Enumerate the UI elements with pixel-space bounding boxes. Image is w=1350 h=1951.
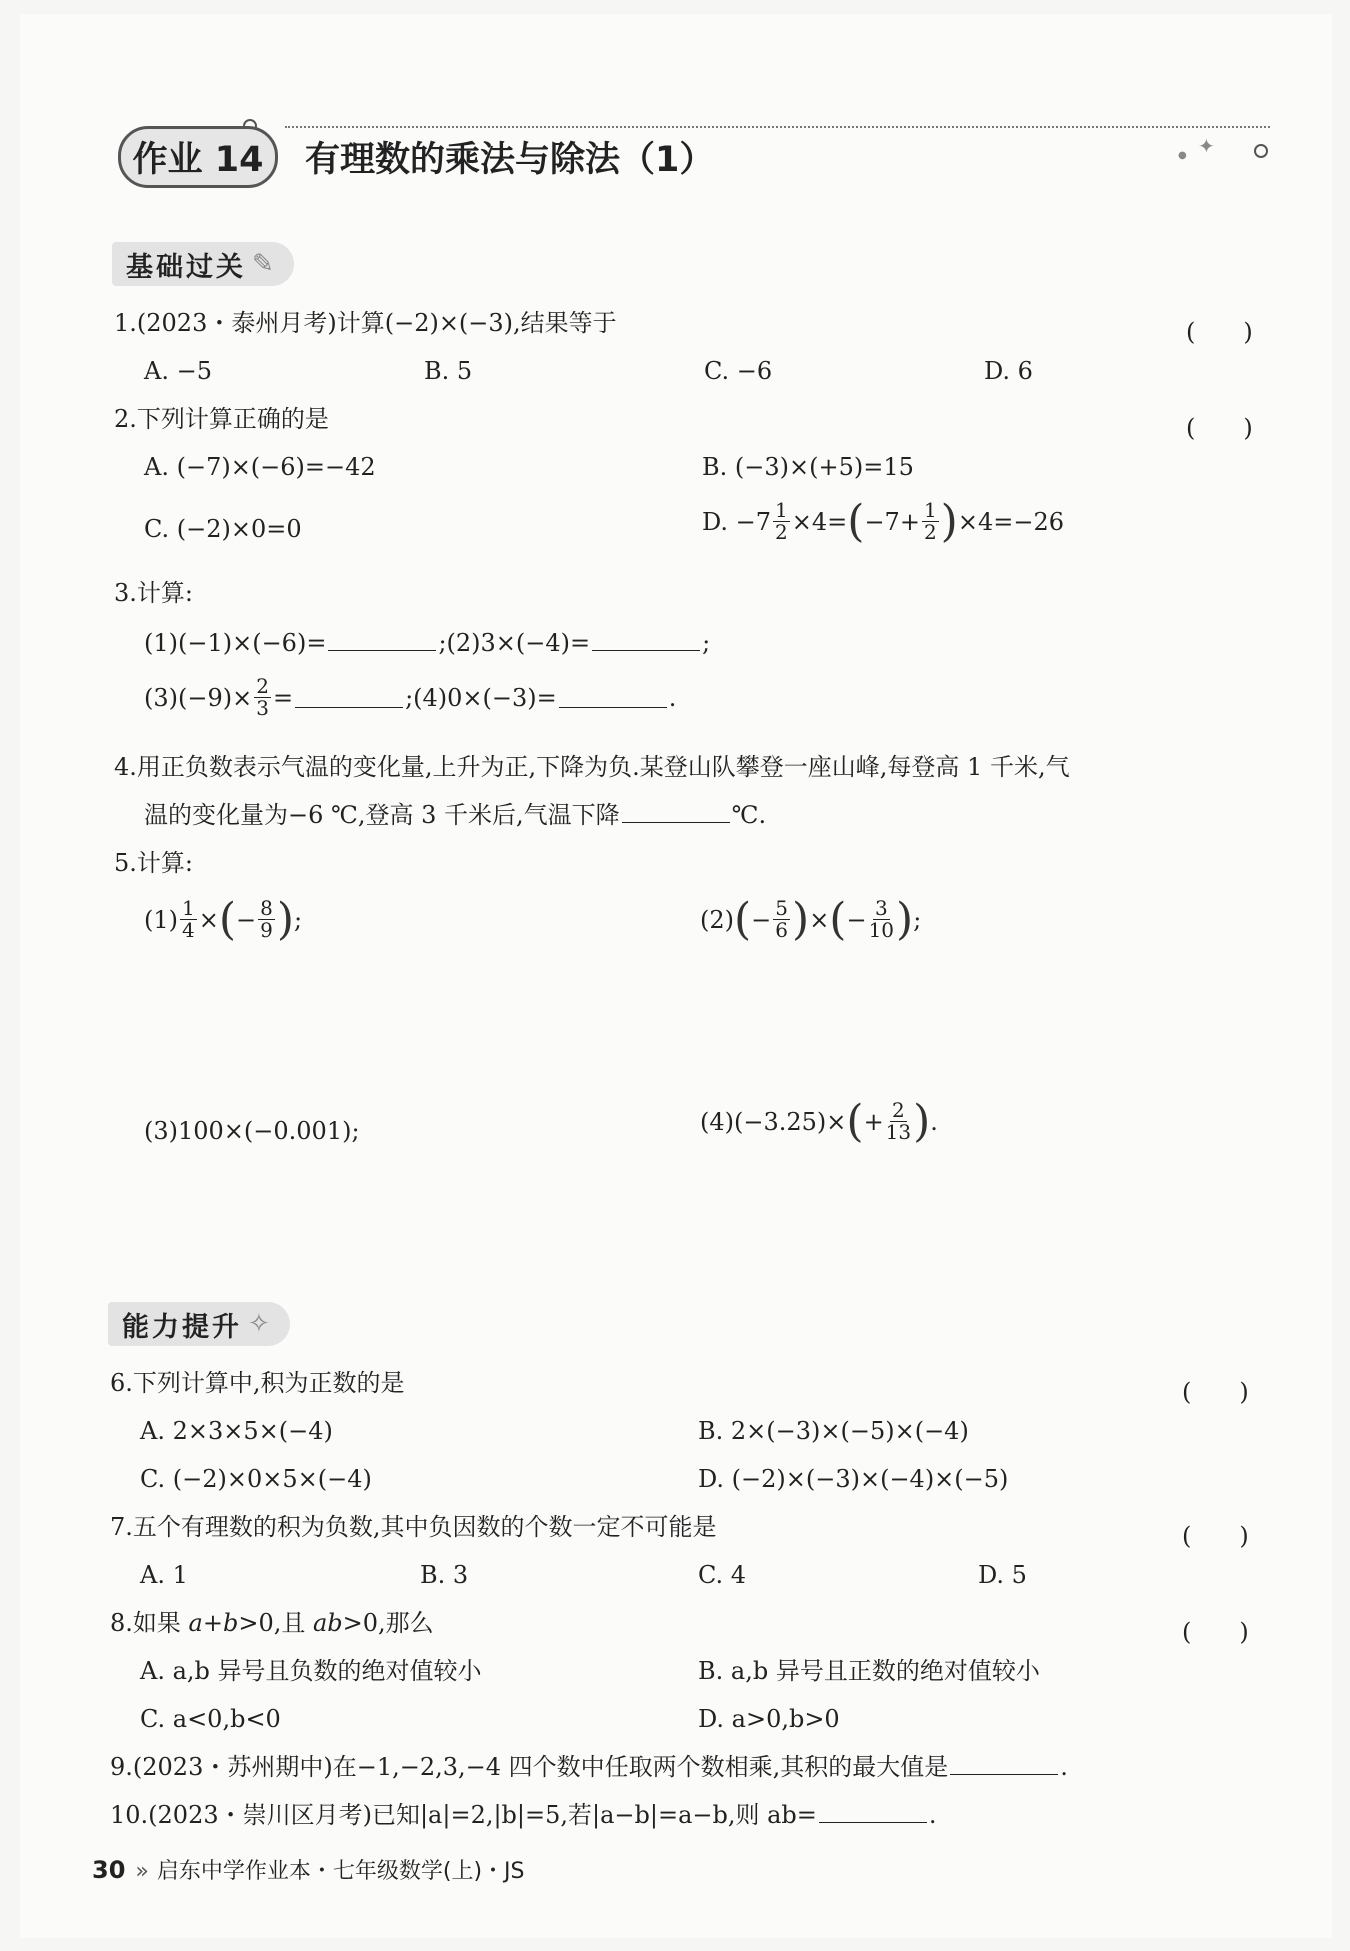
q7-option-a[interactable]: A. 1 — [140, 1561, 188, 1589]
question-stem: 五个有理数的积为负数,其中负因数的个数一定不可能是 — [132, 1513, 717, 1541]
part-label: (1) — [144, 905, 178, 934]
punctuation: ; — [702, 629, 711, 657]
q3-row-1 — [144, 628, 710, 658]
question-stem: (2023・苏州期中)在−1,−2,3,−4 四个数中任取两个数相乘,其积的最大值是 — [132, 1753, 949, 1781]
question-7 — [110, 1512, 717, 1542]
answer-bracket[interactable]: ( ) — [1182, 1522, 1249, 1550]
denominator: 4 — [182, 918, 195, 942]
q2-option-b[interactable]: B. (−3)×(+5)=15 — [702, 453, 914, 481]
answer-blank[interactable] — [328, 630, 436, 651]
question-1 — [114, 308, 617, 338]
paren-left: ( — [847, 495, 865, 547]
page-footer — [92, 1854, 525, 1885]
paren-left: ( — [846, 1095, 864, 1147]
sparkle-decoration-icon: ✧ — [248, 1309, 270, 1339]
question-stem: >0,那么 — [342, 1609, 434, 1637]
question-stem: 用正负数表示气温的变化量,上升为正,下降为负.某登山队攀登一座山峰,每登高 1 千米,气 — [136, 753, 1070, 781]
fraction — [180, 898, 197, 941]
question-3 — [114, 578, 193, 608]
question-6 — [110, 1368, 405, 1398]
paren-left: ( — [218, 893, 237, 945]
numerator: 2 — [256, 674, 269, 698]
question-stem: 如果 — [132, 1609, 189, 1637]
answer-blank[interactable] — [819, 1802, 927, 1823]
question-stem: 计算(−2)×(−3),结果等于 — [336, 309, 617, 337]
fraction — [869, 898, 894, 941]
question-5 — [114, 848, 193, 878]
times-sign: × — [198, 905, 219, 934]
answer-bracket[interactable]: ( ) — [1186, 318, 1253, 346]
q6-option-a[interactable]: A. 2×3×5×(−4) — [140, 1417, 333, 1445]
question-stem: 计算: — [136, 579, 193, 607]
q8-option-b[interactable]: B. a,b 异号且正数的绝对值较小 — [698, 1657, 1040, 1685]
q8-option-a[interactable]: A. a,b 异号且负数的绝对值较小 — [140, 1657, 482, 1685]
question-4-line-2 — [144, 800, 766, 830]
q3-row-2 — [144, 676, 676, 719]
question-stem: 计算: — [136, 849, 193, 877]
question-number: 7. — [110, 1513, 133, 1541]
q5-part-2 — [700, 893, 922, 945]
numerator: 1 — [775, 498, 788, 522]
question-stem: 下列计算正确的是 — [136, 405, 329, 433]
fraction — [922, 500, 939, 543]
answer-bracket[interactable]: ( ) — [1182, 1618, 1249, 1646]
numerator: 1 — [923, 498, 937, 522]
q6-option-c[interactable]: C. (−2)×0×5×(−4) — [140, 1465, 372, 1493]
numerator: 5 — [775, 896, 789, 920]
sparkle-icon: ✦ — [1198, 134, 1215, 158]
fraction — [773, 898, 790, 941]
q7-option-d[interactable]: D. 5 — [978, 1561, 1027, 1589]
punctuation: . — [1060, 1753, 1068, 1781]
times-sign: × — [809, 905, 830, 934]
question-source: (2023・泰州月考) — [136, 309, 337, 337]
q3-part-1: (1)(−1)×(−6)= — [144, 629, 327, 657]
chevron-right-icon: » — [135, 1859, 149, 1884]
section-advanced — [108, 1302, 290, 1346]
page-title: 有理数的乘法与除法（1） — [305, 140, 715, 180]
fraction — [886, 1100, 911, 1143]
denominator: 9 — [260, 918, 273, 942]
question-number: 5. — [114, 849, 137, 877]
q3-part-4: ;(4)0×(−3)= — [405, 683, 557, 712]
numerator: 3 — [874, 896, 888, 920]
q2-option-d[interactable] — [702, 495, 1064, 547]
q8-option-c[interactable]: C. a<0,b<0 — [140, 1705, 281, 1733]
paren-left: ( — [829, 893, 847, 945]
math-expression: ab — [312, 1609, 343, 1637]
q8-option-d[interactable]: D. a>0,b>0 — [698, 1705, 840, 1733]
paren-right: ) — [276, 893, 295, 945]
section-basic — [112, 242, 294, 286]
part-label: (4)(−3.25)× — [700, 1107, 847, 1136]
sign: − — [846, 905, 867, 934]
answer-blank[interactable] — [592, 630, 700, 651]
q6-option-b[interactable]: B. 2×(−3)×(−5)×(−4) — [698, 1417, 969, 1445]
answer-blank[interactable] — [950, 1754, 1058, 1775]
answer-blank[interactable] — [295, 687, 403, 708]
q1-option-c[interactable]: C. −6 — [704, 357, 773, 385]
q2-d-mid: ×4= — [791, 507, 848, 536]
punctuation: . — [928, 1801, 937, 1829]
q1-option-b[interactable]: B. 5 — [424, 357, 473, 385]
q3-part-2: ;(2)3×(−4)= — [438, 629, 591, 657]
question-stem: 温的变化量为−6 ℃,登高 3 千米后,气温下降 — [144, 801, 620, 829]
section-basic-label: 基础过关 — [126, 251, 246, 283]
denominator: 2 — [923, 520, 937, 544]
header-dotted-line — [285, 126, 1270, 128]
paren-right: ) — [792, 893, 810, 945]
punctuation: ; — [913, 905, 922, 934]
q2-d-tail: ×4=−26 — [957, 507, 1064, 536]
q2-option-a[interactable]: A. (−7)×(−6)=−42 — [144, 453, 376, 481]
book-title: 启东中学作业本・七年级数学(上)・JS — [156, 1859, 525, 1884]
workbook-page — [20, 14, 1332, 1938]
paren-left: ( — [734, 893, 752, 945]
paren-right: ) — [896, 893, 914, 945]
question-number: 4. — [114, 753, 137, 781]
q2-d-inner: −7+ — [864, 507, 920, 536]
punctuation: . — [668, 683, 677, 712]
sign: − — [236, 905, 257, 934]
q7-option-b[interactable]: B. 3 — [420, 1561, 469, 1589]
dot-icon: ● — [1178, 150, 1187, 161]
question-8 — [110, 1608, 434, 1638]
q2-d-prefix: D. −7 — [702, 507, 772, 536]
q5-part-3: (3)100×(−0.001); — [144, 1117, 360, 1145]
question-number: 10. — [110, 1801, 149, 1829]
paren-right: ) — [940, 495, 958, 547]
page-number: 30 — [92, 1856, 126, 1884]
unit: ℃. — [731, 801, 767, 829]
question-number: 9. — [110, 1753, 133, 1781]
q6-option-d[interactable]: D. (−2)×(−3)×(−4)×(−5) — [698, 1465, 1009, 1493]
paren-right: ) — [913, 1095, 931, 1147]
pencil-icon: ✎ — [252, 249, 274, 279]
q5-part-1 — [144, 893, 303, 945]
q1-option-d[interactable]: D. 6 — [984, 357, 1033, 385]
answer-bracket[interactable]: ( ) — [1186, 414, 1253, 442]
math-expression: a+b — [188, 1609, 239, 1637]
question-number: 1. — [114, 309, 137, 337]
denominator: 3 — [256, 696, 269, 720]
numerator: 1 — [182, 896, 195, 920]
sign: + — [863, 1107, 884, 1136]
question-10 — [110, 1800, 937, 1830]
numerator: 8 — [260, 896, 273, 920]
q2-option-c[interactable]: C. (−2)×0=0 — [144, 515, 302, 543]
question-2 — [114, 404, 329, 434]
denominator: 10 — [868, 918, 895, 942]
equals-sign: = — [272, 683, 294, 712]
q5-part-4 — [700, 1095, 938, 1147]
header-ring-right — [1254, 144, 1268, 158]
question-4 — [114, 752, 1070, 782]
question-number: 6. — [110, 1369, 133, 1397]
denominator: 13 — [885, 1120, 912, 1144]
homework-badge: 作业 14 — [118, 126, 278, 188]
q1-option-a[interactable]: A. −5 — [144, 357, 212, 385]
question-9 — [110, 1752, 1068, 1782]
section-advanced-label: 能力提升 — [122, 1311, 242, 1343]
q3-part-3: (3)(−9)× — [144, 683, 253, 712]
answer-blank[interactable] — [622, 802, 730, 823]
sign: − — [751, 905, 772, 934]
question-stem: (2023・崇川区月考)已知|a|=2,|b|=5,若|a−b|=a−b,则 ab= — [148, 1801, 817, 1829]
punctuation: ; — [294, 905, 303, 934]
part-label: (2) — [700, 905, 734, 934]
q7-option-c[interactable]: C. 4 — [698, 1561, 747, 1589]
punctuation: . — [930, 1107, 938, 1136]
answer-blank[interactable] — [559, 687, 667, 708]
question-number: 3. — [114, 579, 137, 607]
question-number: 8. — [110, 1609, 133, 1637]
numerator: 2 — [892, 1098, 905, 1122]
question-stem: >0,且 — [238, 1609, 313, 1637]
denominator: 6 — [775, 918, 789, 942]
fraction — [254, 676, 271, 719]
fraction — [258, 898, 275, 941]
question-stem: 下列计算中,积为正数的是 — [132, 1369, 405, 1397]
question-number: 2. — [114, 405, 137, 433]
fraction — [773, 500, 790, 543]
denominator: 2 — [775, 520, 788, 544]
answer-bracket[interactable]: ( ) — [1182, 1378, 1249, 1406]
